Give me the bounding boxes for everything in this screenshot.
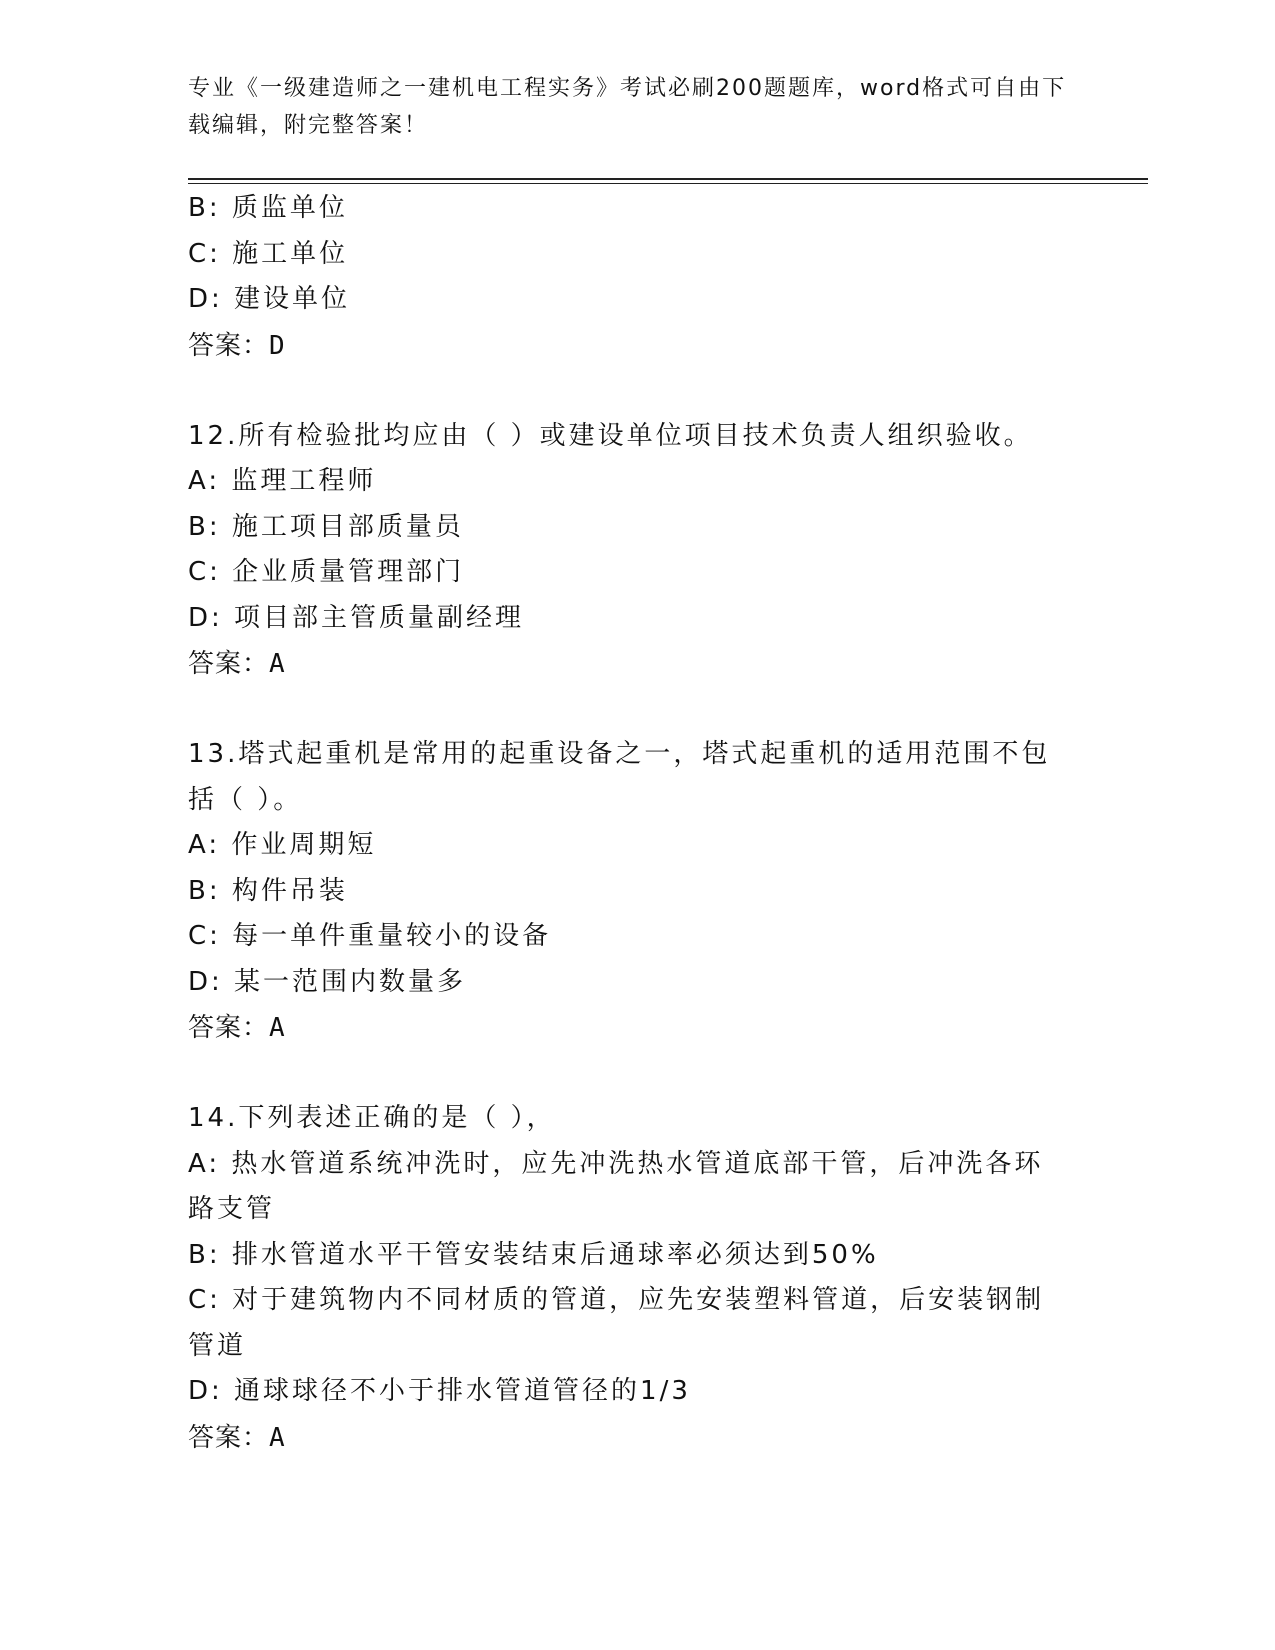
option-d: D: 某一范围内数量多: [188, 966, 467, 997]
option-d: D: 项目部主管质量副经理: [188, 602, 525, 633]
option-b: B: 施工项目部质量员: [188, 511, 464, 542]
answer-line: 答案：A: [188, 1013, 286, 1043]
option-b: B: 排水管道水平干管安装结束后通球率必须达到50%: [188, 1239, 879, 1270]
option-c: C: 每一单件重量较小的设备: [188, 921, 552, 951]
question-stem: 14.下列表述正确的是（ ），: [188, 1103, 556, 1133]
question-block-14: [188, 1096, 1068, 1461]
option-c: C: 对于建筑物内不同材质的管道，应先安装塑料管道，后安装钢制管道: [188, 1285, 1045, 1361]
option-d: D: 建设单位: [188, 284, 351, 314]
spacer: [188, 687, 1068, 732]
question-stem: 13.塔式起重机是常用的起重设备之一，塔式起重机的适用范围不包括（ ）。: [188, 739, 1051, 815]
answer-line: 答案：A: [188, 1422, 286, 1453]
question-block-continued: [188, 186, 1068, 369]
option-c: C: 企业质量管理部门: [188, 557, 465, 587]
question-block-12: [188, 414, 1068, 688]
document-body: [188, 186, 1068, 1461]
option-d: D: 通球球径不小于排水管道管径的1/3: [188, 1376, 691, 1406]
option-a: A: 监理工程师: [188, 466, 377, 496]
spacer: [188, 1051, 1068, 1096]
header-divider-thick: [188, 178, 1148, 180]
header-divider-thin: [188, 183, 1148, 184]
option-a: A: 作业周期短: [188, 830, 377, 860]
answer-line: 答案：A: [188, 649, 286, 679]
document-header: 专业《一级建造师之一建机电工程实务》考试必刷200题题库，word格式可自由下载编辑，附完整答案！: [188, 76, 1067, 138]
question-block-13: [188, 732, 1068, 1051]
question-stem: 12.所有检验批均应由（ ）或建设单位项目技术负责人组织验收。: [188, 420, 1033, 451]
option-b: B: 质监单位: [188, 193, 348, 223]
option-c: C: 施工单位: [188, 238, 349, 269]
option-a: A: 热水管道系统冲洗时，应先冲洗热水管道底部干管，后冲洗各环路支管: [188, 1148, 1044, 1224]
answer-line: 答案：D: [188, 330, 286, 361]
spacer: [188, 369, 1068, 414]
option-b: B: 构件吊装: [188, 875, 348, 906]
